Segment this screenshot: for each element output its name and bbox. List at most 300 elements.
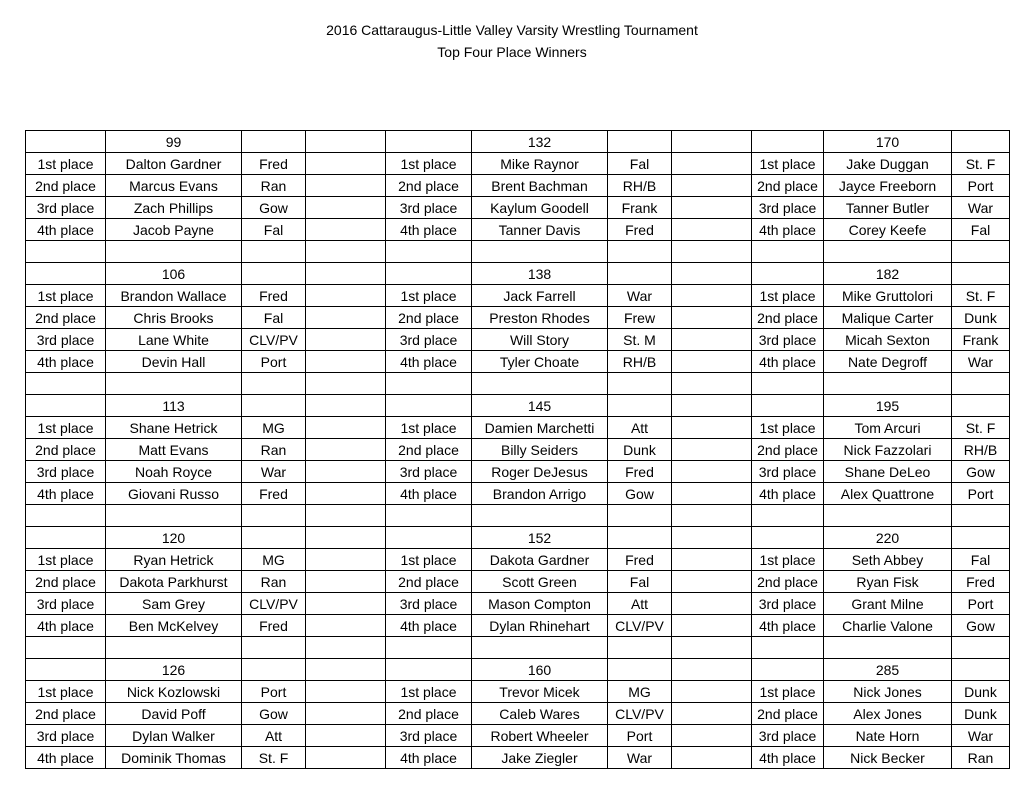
school-abbrev: Att xyxy=(242,725,306,747)
school-abbrev: Fred xyxy=(608,549,672,571)
school-abbrev: St. M xyxy=(608,329,672,351)
empty-cell xyxy=(472,505,608,527)
empty-cell xyxy=(824,505,952,527)
empty-cell xyxy=(306,703,386,725)
empty-cell xyxy=(472,637,608,659)
school-abbrev: Gow xyxy=(952,615,1010,637)
empty-cell xyxy=(386,373,472,395)
table-row xyxy=(26,329,1010,351)
wrestler-name: Dominik Thomas xyxy=(106,747,242,769)
empty-cell xyxy=(306,659,386,681)
place-label: 3rd place xyxy=(386,593,472,615)
wrestler-name: Jake Ziegler xyxy=(472,747,608,769)
empty-cell xyxy=(386,395,472,417)
school-abbrev: CLV/PV xyxy=(608,615,672,637)
empty-cell xyxy=(306,241,386,263)
weight-class-label: 120 xyxy=(106,527,242,549)
wrestler-name: Chris Brooks xyxy=(106,307,242,329)
empty-cell xyxy=(672,681,752,703)
empty-cell xyxy=(672,747,752,769)
empty-cell xyxy=(952,505,1010,527)
table-row xyxy=(26,725,1010,747)
school-abbrev: Gow xyxy=(242,197,306,219)
table-row xyxy=(26,219,1010,241)
empty-cell xyxy=(672,219,752,241)
spacer-row xyxy=(26,241,1010,263)
school-abbrev: Att xyxy=(608,417,672,439)
wrestler-name: Sam Grey xyxy=(106,593,242,615)
school-abbrev: Fred xyxy=(242,483,306,505)
empty-cell xyxy=(306,329,386,351)
school-abbrev: MG xyxy=(608,681,672,703)
empty-cell xyxy=(672,329,752,351)
school-abbrev: War xyxy=(952,351,1010,373)
wrestler-name: Will Story xyxy=(472,329,608,351)
spacer-row xyxy=(26,373,1010,395)
empty-cell xyxy=(306,417,386,439)
empty-cell xyxy=(306,351,386,373)
results-table xyxy=(25,130,1010,769)
place-label: 1st place xyxy=(386,153,472,175)
wrestler-name: Micah Sexton xyxy=(824,329,952,351)
empty-cell xyxy=(306,483,386,505)
place-label: 2nd place xyxy=(386,175,472,197)
empty-cell xyxy=(306,197,386,219)
empty-cell xyxy=(672,263,752,285)
empty-cell xyxy=(672,175,752,197)
empty-cell xyxy=(672,373,752,395)
wrestler-name: Brandon Arrigo xyxy=(472,483,608,505)
empty-cell xyxy=(106,505,242,527)
wrestler-name: Dylan Walker xyxy=(106,725,242,747)
empty-cell xyxy=(26,659,106,681)
weight-class-label: 145 xyxy=(472,395,608,417)
wrestler-name: Dakota Parkhurst xyxy=(106,571,242,593)
empty-cell xyxy=(242,637,306,659)
place-label: 2nd place xyxy=(752,307,824,329)
empty-cell xyxy=(386,241,472,263)
spacer-row xyxy=(26,505,1010,527)
empty-cell xyxy=(672,615,752,637)
empty-cell xyxy=(608,263,672,285)
place-label: 3rd place xyxy=(26,593,106,615)
school-abbrev: War xyxy=(608,285,672,307)
school-abbrev: RH/B xyxy=(608,175,672,197)
school-abbrev: War xyxy=(952,197,1010,219)
place-label: 4th place xyxy=(26,483,106,505)
place-label: 3rd place xyxy=(26,197,106,219)
wrestler-name: Nate Degroff xyxy=(824,351,952,373)
empty-cell xyxy=(472,241,608,263)
empty-cell xyxy=(386,263,472,285)
school-abbrev: Fred xyxy=(242,153,306,175)
school-abbrev: MG xyxy=(242,549,306,571)
school-abbrev: Gow xyxy=(952,461,1010,483)
school-abbrev: Ran xyxy=(242,439,306,461)
place-label: 2nd place xyxy=(386,571,472,593)
place-label: 3rd place xyxy=(386,461,472,483)
wrestler-name: Damien Marchetti xyxy=(472,417,608,439)
wrestler-name: Caleb Wares xyxy=(472,703,608,725)
empty-cell xyxy=(26,373,106,395)
wrestler-name: Corey Keefe xyxy=(824,219,952,241)
place-label: 3rd place xyxy=(386,725,472,747)
wrestler-name: Ryan Hetrick xyxy=(106,549,242,571)
table-row xyxy=(26,549,1010,571)
place-label: 1st place xyxy=(752,681,824,703)
empty-cell xyxy=(608,527,672,549)
empty-cell xyxy=(306,175,386,197)
empty-cell xyxy=(672,153,752,175)
weight-class-label: 170 xyxy=(824,131,952,153)
wrestler-name: Tanner Butler xyxy=(824,197,952,219)
table-row xyxy=(26,285,1010,307)
empty-cell xyxy=(306,549,386,571)
school-abbrev: RH/B xyxy=(952,439,1010,461)
empty-cell xyxy=(472,373,608,395)
place-label: 3rd place xyxy=(386,329,472,351)
place-label: 2nd place xyxy=(26,703,106,725)
school-abbrev: Dunk xyxy=(952,681,1010,703)
empty-cell xyxy=(386,637,472,659)
school-abbrev: Port xyxy=(952,175,1010,197)
weight-class-label: 182 xyxy=(824,263,952,285)
weight-class-label: 152 xyxy=(472,527,608,549)
school-abbrev: Fal xyxy=(242,307,306,329)
empty-cell xyxy=(752,395,824,417)
wrestler-name: Mike Raynor xyxy=(472,153,608,175)
weight-class-label: 138 xyxy=(472,263,608,285)
empty-cell xyxy=(752,505,824,527)
school-abbrev: Ran xyxy=(242,175,306,197)
empty-cell xyxy=(952,659,1010,681)
school-abbrev: Fal xyxy=(608,571,672,593)
place-label: 2nd place xyxy=(26,439,106,461)
wrestler-name: Lane White xyxy=(106,329,242,351)
weight-class-label: 113 xyxy=(106,395,242,417)
empty-cell xyxy=(242,131,306,153)
empty-cell xyxy=(672,659,752,681)
place-label: 2nd place xyxy=(386,703,472,725)
empty-cell xyxy=(672,703,752,725)
place-label: 1st place xyxy=(386,549,472,571)
empty-cell xyxy=(26,131,106,153)
school-abbrev: Frank xyxy=(608,197,672,219)
empty-cell xyxy=(608,505,672,527)
weight-class-label: 285 xyxy=(824,659,952,681)
weight-header-row xyxy=(26,527,1010,549)
table-row xyxy=(26,197,1010,219)
place-label: 3rd place xyxy=(752,461,824,483)
school-abbrev: War xyxy=(242,461,306,483)
place-label: 1st place xyxy=(26,285,106,307)
table-row xyxy=(26,747,1010,769)
wrestler-name: Noah Royce xyxy=(106,461,242,483)
empty-cell xyxy=(672,461,752,483)
empty-cell xyxy=(306,747,386,769)
place-label: 1st place xyxy=(752,153,824,175)
wrestler-name: Jack Farrell xyxy=(472,285,608,307)
empty-cell xyxy=(752,263,824,285)
school-abbrev: Port xyxy=(608,725,672,747)
place-label: 4th place xyxy=(386,483,472,505)
wrestler-name: Marcus Evans xyxy=(106,175,242,197)
empty-cell xyxy=(608,373,672,395)
empty-cell xyxy=(672,527,752,549)
empty-cell xyxy=(306,131,386,153)
empty-cell xyxy=(386,131,472,153)
empty-cell xyxy=(672,307,752,329)
empty-cell xyxy=(26,263,106,285)
empty-cell xyxy=(306,285,386,307)
empty-cell xyxy=(106,373,242,395)
wrestler-name: Zach Phillips xyxy=(106,197,242,219)
school-abbrev: Gow xyxy=(242,703,306,725)
empty-cell xyxy=(306,263,386,285)
empty-cell xyxy=(306,615,386,637)
weight-class-label: 220 xyxy=(824,527,952,549)
school-abbrev: War xyxy=(952,725,1010,747)
place-label: 3rd place xyxy=(386,197,472,219)
school-abbrev: Fred xyxy=(608,219,672,241)
empty-cell xyxy=(608,131,672,153)
empty-cell xyxy=(106,637,242,659)
empty-cell xyxy=(672,197,752,219)
empty-cell xyxy=(386,659,472,681)
weight-class-label: 106 xyxy=(106,263,242,285)
wrestler-name: Mike Gruttolori xyxy=(824,285,952,307)
empty-cell xyxy=(824,373,952,395)
place-label: 1st place xyxy=(26,417,106,439)
empty-cell xyxy=(306,681,386,703)
table-row xyxy=(26,483,1010,505)
empty-cell xyxy=(26,505,106,527)
empty-cell xyxy=(242,505,306,527)
school-abbrev: St. F xyxy=(242,747,306,769)
table-row xyxy=(26,703,1010,725)
weight-header-row xyxy=(26,659,1010,681)
wrestler-name: Charlie Valone xyxy=(824,615,952,637)
school-abbrev: CLV/PV xyxy=(242,329,306,351)
empty-cell xyxy=(752,131,824,153)
school-abbrev: War xyxy=(608,747,672,769)
school-abbrev: Fred xyxy=(608,461,672,483)
empty-cell xyxy=(306,527,386,549)
place-label: 2nd place xyxy=(752,439,824,461)
empty-cell xyxy=(952,637,1010,659)
empty-cell xyxy=(672,593,752,615)
page-title: 2016 Cattaraugus-Little Valley Varsity Wrestling Tournament xyxy=(326,22,698,38)
empty-cell xyxy=(608,637,672,659)
table-row xyxy=(26,351,1010,373)
wrestler-name: Devin Hall xyxy=(106,351,242,373)
empty-cell xyxy=(824,241,952,263)
wrestler-name: Trevor Micek xyxy=(472,681,608,703)
school-abbrev: Fred xyxy=(242,285,306,307)
empty-cell xyxy=(306,461,386,483)
empty-cell xyxy=(386,505,472,527)
empty-cell xyxy=(386,527,472,549)
place-label: 4th place xyxy=(752,615,824,637)
school-abbrev: Frank xyxy=(952,329,1010,351)
wrestler-name: Preston Rhodes xyxy=(472,307,608,329)
place-label: 4th place xyxy=(386,615,472,637)
place-label: 4th place xyxy=(752,483,824,505)
empty-cell xyxy=(608,395,672,417)
empty-cell xyxy=(306,725,386,747)
empty-cell xyxy=(242,395,306,417)
wrestler-name: Tanner Davis xyxy=(472,219,608,241)
school-abbrev: RH/B xyxy=(608,351,672,373)
weight-class-label: 99 xyxy=(106,131,242,153)
table-row xyxy=(26,461,1010,483)
school-abbrev: Dunk xyxy=(952,703,1010,725)
place-label: 2nd place xyxy=(752,571,824,593)
empty-cell xyxy=(952,395,1010,417)
spacer-row xyxy=(26,637,1010,659)
empty-cell xyxy=(672,285,752,307)
empty-cell xyxy=(952,263,1010,285)
place-label: 1st place xyxy=(752,549,824,571)
place-label: 4th place xyxy=(26,747,106,769)
empty-cell xyxy=(952,241,1010,263)
wrestler-name: Grant Milne xyxy=(824,593,952,615)
weight-class-label: 160 xyxy=(472,659,608,681)
wrestler-name: Tyler Choate xyxy=(472,351,608,373)
place-label: 2nd place xyxy=(752,175,824,197)
empty-cell xyxy=(306,219,386,241)
empty-cell xyxy=(672,549,752,571)
empty-cell xyxy=(608,241,672,263)
school-abbrev: Dunk xyxy=(608,439,672,461)
place-label: 4th place xyxy=(26,351,106,373)
empty-cell xyxy=(242,659,306,681)
empty-cell xyxy=(608,659,672,681)
place-label: 2nd place xyxy=(752,703,824,725)
empty-cell xyxy=(752,659,824,681)
wrestler-name: Kaylum Goodell xyxy=(472,197,608,219)
empty-cell xyxy=(26,637,106,659)
weight-header-row xyxy=(26,263,1010,285)
place-label: 4th place xyxy=(386,747,472,769)
place-label: 4th place xyxy=(26,615,106,637)
empty-cell xyxy=(672,439,752,461)
place-label: 4th place xyxy=(752,351,824,373)
school-abbrev: Fal xyxy=(952,219,1010,241)
place-label: 2nd place xyxy=(386,307,472,329)
wrestler-name: Ben McKelvey xyxy=(106,615,242,637)
place-label: 4th place xyxy=(386,219,472,241)
empty-cell xyxy=(952,373,1010,395)
weight-header-row xyxy=(26,395,1010,417)
weight-class-label: 195 xyxy=(824,395,952,417)
empty-cell xyxy=(672,725,752,747)
place-label: 3rd place xyxy=(26,329,106,351)
empty-cell xyxy=(26,527,106,549)
table-row xyxy=(26,307,1010,329)
wrestler-name: David Poff xyxy=(106,703,242,725)
wrestler-name: Alex Jones xyxy=(824,703,952,725)
empty-cell xyxy=(672,241,752,263)
empty-cell xyxy=(306,593,386,615)
school-abbrev: Att xyxy=(608,593,672,615)
table-row xyxy=(26,571,1010,593)
school-abbrev: Port xyxy=(952,483,1010,505)
place-label: 1st place xyxy=(26,549,106,571)
place-label: 3rd place xyxy=(26,725,106,747)
school-abbrev: Port xyxy=(952,593,1010,615)
place-label: 1st place xyxy=(386,681,472,703)
empty-cell xyxy=(242,263,306,285)
school-abbrev: Gow xyxy=(608,483,672,505)
empty-cell xyxy=(26,241,106,263)
place-label: 4th place xyxy=(386,351,472,373)
wrestler-name: Giovani Russo xyxy=(106,483,242,505)
school-abbrev: MG xyxy=(242,417,306,439)
wrestler-name: Brandon Wallace xyxy=(106,285,242,307)
empty-cell xyxy=(672,351,752,373)
empty-cell xyxy=(672,395,752,417)
empty-cell xyxy=(306,439,386,461)
place-label: 3rd place xyxy=(752,593,824,615)
school-abbrev: Frew xyxy=(608,307,672,329)
table-row xyxy=(26,417,1010,439)
place-label: 1st place xyxy=(26,681,106,703)
wrestler-name: Ryan Fisk xyxy=(824,571,952,593)
wrestler-name: Nate Horn xyxy=(824,725,952,747)
table-row xyxy=(26,615,1010,637)
school-abbrev: St. F xyxy=(952,285,1010,307)
school-abbrev: Ran xyxy=(952,747,1010,769)
empty-cell xyxy=(306,373,386,395)
empty-cell xyxy=(242,527,306,549)
wrestler-name: Seth Abbey xyxy=(824,549,952,571)
empty-cell xyxy=(242,241,306,263)
empty-cell xyxy=(824,637,952,659)
wrestler-name: Roger DeJesus xyxy=(472,461,608,483)
empty-cell xyxy=(672,571,752,593)
table-row xyxy=(26,175,1010,197)
table-row xyxy=(26,153,1010,175)
empty-cell xyxy=(672,505,752,527)
page-subtitle: Top Four Place Winners xyxy=(437,44,587,60)
place-label: 4th place xyxy=(752,747,824,769)
wrestler-name: Shane Hetrick xyxy=(106,417,242,439)
wrestler-name: Billy Seiders xyxy=(472,439,608,461)
empty-cell xyxy=(672,131,752,153)
empty-cell xyxy=(306,571,386,593)
wrestler-name: Nick Jones xyxy=(824,681,952,703)
wrestler-name: Tom Arcuri xyxy=(824,417,952,439)
empty-cell xyxy=(306,505,386,527)
weight-class-label: 132 xyxy=(472,131,608,153)
school-abbrev: Fred xyxy=(952,571,1010,593)
wrestler-name: Matt Evans xyxy=(106,439,242,461)
place-label: 1st place xyxy=(386,417,472,439)
school-abbrev: CLV/PV xyxy=(608,703,672,725)
school-abbrev: Dunk xyxy=(952,307,1010,329)
table-row xyxy=(26,593,1010,615)
place-label: 2nd place xyxy=(26,307,106,329)
place-label: 1st place xyxy=(752,417,824,439)
place-label: 3rd place xyxy=(752,329,824,351)
place-label: 2nd place xyxy=(26,571,106,593)
table-row xyxy=(26,681,1010,703)
empty-cell xyxy=(752,241,824,263)
empty-cell xyxy=(952,527,1010,549)
school-abbrev: St. F xyxy=(952,153,1010,175)
wrestler-name: Dakota Gardner xyxy=(472,549,608,571)
